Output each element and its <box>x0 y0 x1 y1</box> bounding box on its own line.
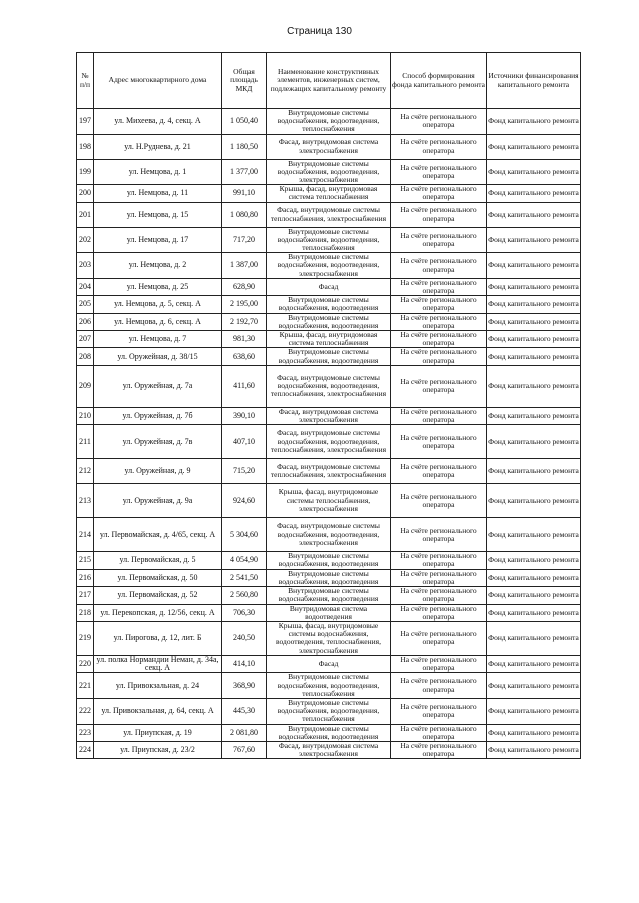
row-works: Внутридомовые системы водоснабжения, водоотведения <box>267 587 391 604</box>
row-num: 218 <box>77 604 94 621</box>
row-works: Внутридомовые системы водоснабжения, водоотведения <box>267 348 391 365</box>
row-address: ул. Пирогова, д. 12, лит. Б <box>94 621 222 655</box>
row-works: Внутридомовые системы водоснабжения, водоотведения, теплоснабжения <box>267 109 391 135</box>
row-source: Фонд капитального ремонта <box>487 484 581 518</box>
row-address: ул. Немцова, д. 1 <box>94 159 222 185</box>
header-works: Наименование конструктивных элементов, инженерных систем, подлежащих капитальному ремонту <box>267 53 391 109</box>
row-address: ул. Оружейная, д. 7б <box>94 407 222 424</box>
row-works: Фасад, внутридомовые системы водоснабжения, водоотведения, теплоснабжения, электроснабжения <box>267 425 391 459</box>
row-method: На счёте регионального оператора <box>391 313 487 330</box>
row-source: Фонд капитального ремонта <box>487 227 581 253</box>
table-row <box>77 159 581 185</box>
row-area: 981,30 <box>222 331 267 348</box>
table-row <box>77 185 581 202</box>
row-works: Внутридомовые системы водоснабжения, водоотведения, теплоснабжения <box>267 698 391 724</box>
repair-program-table <box>76 52 581 759</box>
table-row <box>77 459 581 484</box>
row-source: Фонд капитального ремонта <box>487 348 581 365</box>
row-area: 407,10 <box>222 425 267 459</box>
table-row <box>77 134 581 159</box>
row-num: 207 <box>77 331 94 348</box>
row-address: ул. Михеева, д. 4, секц. А <box>94 109 222 135</box>
row-method: На счёте регионального оператора <box>391 569 487 586</box>
row-source: Фонд капитального ремонта <box>487 587 581 604</box>
row-method: На счёте регионального оператора <box>391 425 487 459</box>
header-method: Способ формирования фонда капитального ремонта <box>391 53 487 109</box>
row-source: Фонд капитального ремонта <box>487 313 581 330</box>
row-method: На счёте регионального оператора <box>391 253 487 279</box>
row-address: ул. Немцова, д. 7 <box>94 331 222 348</box>
table-header-row <box>77 53 581 109</box>
row-works: Крыша, фасад, внутридомовая система теплоснабжения <box>267 185 391 202</box>
row-method: На счёте регионального оператора <box>391 296 487 313</box>
row-works: Фасад <box>267 278 391 295</box>
row-method: На счёте регионального оператора <box>391 552 487 569</box>
row-source: Фонд капитального ремонта <box>487 159 581 185</box>
table-row <box>77 202 581 227</box>
row-area: 2 081,80 <box>222 724 267 741</box>
row-address: ул. Немцова, д. 25 <box>94 278 222 295</box>
row-source: Фонд капитального ремонта <box>487 296 581 313</box>
row-method: На счёте регионального оператора <box>391 227 487 253</box>
row-source: Фонд капитального ремонта <box>487 569 581 586</box>
row-area: 1 387,00 <box>222 253 267 279</box>
table-row <box>77 518 581 552</box>
row-works: Фасад <box>267 655 391 672</box>
row-method: На счёте регионального оператора <box>391 134 487 159</box>
row-area: 4 054,90 <box>222 552 267 569</box>
row-address: ул. Приупская, д. 23/2 <box>94 741 222 758</box>
row-area: 638,60 <box>222 348 267 365</box>
row-num: 200 <box>77 185 94 202</box>
row-method: На счёте регионального оператора <box>391 724 487 741</box>
row-works: Крыша, фасад, внутридомовые системы теплоснабжения, электроснабжения <box>267 484 391 518</box>
row-address: ул. Оружейная, д. 7а <box>94 365 222 407</box>
row-num: 211 <box>77 425 94 459</box>
row-area: 445,30 <box>222 698 267 724</box>
row-source: Фонд капитального ремонта <box>487 109 581 135</box>
row-area: 1 180,50 <box>222 134 267 159</box>
row-area: 991,10 <box>222 185 267 202</box>
row-num: 209 <box>77 365 94 407</box>
row-num: 214 <box>77 518 94 552</box>
table-row <box>77 587 581 604</box>
row-source: Фонд капитального ремонта <box>487 621 581 655</box>
row-works: Внутридомовые системы водоснабжения, водоотведения <box>267 313 391 330</box>
row-num: 221 <box>77 673 94 699</box>
row-method: На счёте регионального оператора <box>391 185 487 202</box>
row-source: Фонд капитального ремонта <box>487 604 581 621</box>
row-method: На счёте регионального оператора <box>391 621 487 655</box>
row-area: 2 560,80 <box>222 587 267 604</box>
row-area: 368,90 <box>222 673 267 699</box>
table-row <box>77 655 581 672</box>
row-num: 208 <box>77 348 94 365</box>
row-works: Фасад, внутридомовая система электроснабжения <box>267 407 391 424</box>
table-row <box>77 673 581 699</box>
row-source: Фонд капитального ремонта <box>487 552 581 569</box>
table-row <box>77 698 581 724</box>
header-source: Источники финансирования капитального ремонта <box>487 53 581 109</box>
row-address: ул. Оружейная, д. 7в <box>94 425 222 459</box>
row-source: Фонд капитального ремонта <box>487 407 581 424</box>
row-num: 220 <box>77 655 94 672</box>
row-source: Фонд капитального ремонта <box>487 459 581 484</box>
row-source: Фонд капитального ремонта <box>487 698 581 724</box>
header-address: Адрес многоквартирного дома <box>94 53 222 109</box>
row-works: Внутридомовая система водоотведения <box>267 604 391 621</box>
row-area: 1 377,00 <box>222 159 267 185</box>
page-title: Страница 130 <box>287 26 352 37</box>
row-num: 212 <box>77 459 94 484</box>
row-works: Фасад, внутридомовые системы водоснабжения, водоотведения, электроснабжения <box>267 518 391 552</box>
row-area: 5 304,60 <box>222 518 267 552</box>
row-source: Фонд капитального ремонта <box>487 724 581 741</box>
row-num: 224 <box>77 741 94 758</box>
row-works: Внутридомовые системы водоснабжения, водоотведения, теплоснабжения <box>267 673 391 699</box>
row-source: Фонд капитального ремонта <box>487 741 581 758</box>
row-works: Внутридомовые системы водоснабжения, водоотведения, электроснабжения <box>267 253 391 279</box>
row-area: 411,60 <box>222 365 267 407</box>
row-address: ул. Немцова, д. 2 <box>94 253 222 279</box>
row-num: 197 <box>77 109 94 135</box>
row-source: Фонд капитального ремонта <box>487 655 581 672</box>
row-address: ул. Немцова, д. 17 <box>94 227 222 253</box>
row-address: ул. Немцова, д. 5, секц. А <box>94 296 222 313</box>
row-num: 202 <box>77 227 94 253</box>
row-method: На счёте регионального оператора <box>391 348 487 365</box>
row-address: ул. Н.Руднева, д. 21 <box>94 134 222 159</box>
row-method: На счёте регионального оператора <box>391 109 487 135</box>
table-row <box>77 484 581 518</box>
table-row <box>77 348 581 365</box>
row-num: 201 <box>77 202 94 227</box>
row-method: На счёте регионального оператора <box>391 484 487 518</box>
row-method: На счёте регионального оператора <box>391 365 487 407</box>
row-works: Внутридомовые системы водоснабжения, водоотведения <box>267 296 391 313</box>
row-area: 1 080,80 <box>222 202 267 227</box>
row-address: ул. Немцова, д. 15 <box>94 202 222 227</box>
row-works: Внутридомовые системы водоснабжения, водоотведения <box>267 724 391 741</box>
row-area: 2 192,70 <box>222 313 267 330</box>
row-area: 924,60 <box>222 484 267 518</box>
row-method: На счёте регионального оператора <box>391 518 487 552</box>
row-area: 767,60 <box>222 741 267 758</box>
row-num: 199 <box>77 159 94 185</box>
row-address: ул. Первомайская, д. 4/65, секц. А <box>94 518 222 552</box>
row-area: 717,20 <box>222 227 267 253</box>
row-num: 210 <box>77 407 94 424</box>
row-address: ул. полка Нормандии Неман, д. 34а, секц. А <box>94 655 222 672</box>
table-row <box>77 278 581 295</box>
row-area: 240,50 <box>222 621 267 655</box>
table-row <box>77 331 581 348</box>
row-area: 715,20 <box>222 459 267 484</box>
table-row <box>77 109 581 135</box>
row-num: 206 <box>77 313 94 330</box>
row-method: На счёте регионального оператора <box>391 587 487 604</box>
row-num: 219 <box>77 621 94 655</box>
row-num: 204 <box>77 278 94 295</box>
row-area: 390,10 <box>222 407 267 424</box>
row-num: 223 <box>77 724 94 741</box>
row-method: На счёте регионального оператора <box>391 202 487 227</box>
table-row <box>77 741 581 758</box>
row-works: Фасад, внутридомовые системы теплоснабжения, электроснабжения <box>267 459 391 484</box>
row-address: ул. Перекопская, д. 12/56, секц. А <box>94 604 222 621</box>
row-source: Фонд капитального ремонта <box>487 331 581 348</box>
row-address: ул. Первомайская, д. 52 <box>94 587 222 604</box>
row-method: На счёте регионального оператора <box>391 407 487 424</box>
row-works: Внутридомовые системы водоснабжения, водоотведения, теплоснабжения <box>267 227 391 253</box>
row-works: Крыша, фасад, внутридомовые системы водоснабжения, водоотведения, теплоснабжения, электроснабжения <box>267 621 391 655</box>
row-area: 1 050,40 <box>222 109 267 135</box>
row-num: 203 <box>77 253 94 279</box>
row-num: 198 <box>77 134 94 159</box>
row-address: ул. Оружейная, д. 9а <box>94 484 222 518</box>
row-method: На счёте регионального оператора <box>391 459 487 484</box>
row-address: ул. Оружейная, д. 38/15 <box>94 348 222 365</box>
table-row <box>77 552 581 569</box>
table-row <box>77 604 581 621</box>
row-source: Фонд капитального ремонта <box>487 365 581 407</box>
row-address: ул. Немцова, д. 11 <box>94 185 222 202</box>
header-num: № п/п <box>77 53 94 109</box>
table-row <box>77 313 581 330</box>
row-address: ул. Привокзальная, д. 64, секц. А <box>94 698 222 724</box>
row-method: На счёте регионального оператора <box>391 673 487 699</box>
row-works: Фасад, внутридомовые системы водоснабжения, водоотведения, теплоснабжения, электроснабжения <box>267 365 391 407</box>
row-works: Крыша, фасад, внутридомовая система теплоснабжения <box>267 331 391 348</box>
row-area: 706,30 <box>222 604 267 621</box>
table-row <box>77 569 581 586</box>
row-num: 213 <box>77 484 94 518</box>
table-row <box>77 227 581 253</box>
row-source: Фонд капитального ремонта <box>487 425 581 459</box>
row-method: На счёте регионального оператора <box>391 698 487 724</box>
table-row <box>77 296 581 313</box>
row-works: Фасад, внутридомовые системы теплоснабжения, электроснабжения <box>267 202 391 227</box>
row-method: На счёте регионального оператора <box>391 159 487 185</box>
row-method: На счёте регионального оператора <box>391 604 487 621</box>
row-method: На счёте регионального оператора <box>391 331 487 348</box>
row-source: Фонд капитального ремонта <box>487 673 581 699</box>
row-area: 414,10 <box>222 655 267 672</box>
row-num: 222 <box>77 698 94 724</box>
row-works: Внутридомовые системы водоснабжения, водоотведения <box>267 552 391 569</box>
table-row <box>77 621 581 655</box>
row-address: ул. Оружейная, д. 9 <box>94 459 222 484</box>
row-works: Внутридомовые системы водоснабжения, водоотведения, электроснабжения <box>267 159 391 185</box>
table-row <box>77 407 581 424</box>
row-num: 217 <box>77 587 94 604</box>
table-row <box>77 724 581 741</box>
row-address: ул. Первомайская, д. 5 <box>94 552 222 569</box>
row-area: 2 541,50 <box>222 569 267 586</box>
row-num: 215 <box>77 552 94 569</box>
row-address: ул. Привокзальная, д. 24 <box>94 673 222 699</box>
row-source: Фонд капитального ремонта <box>487 202 581 227</box>
table-row <box>77 253 581 279</box>
row-source: Фонд капитального ремонта <box>487 185 581 202</box>
row-num: 205 <box>77 296 94 313</box>
row-address: ул. Немцова, д. 6, секц. А <box>94 313 222 330</box>
row-source: Фонд капитального ремонта <box>487 278 581 295</box>
row-method: На счёте регионального оператора <box>391 741 487 758</box>
row-source: Фонд капитального ремонта <box>487 518 581 552</box>
row-num: 216 <box>77 569 94 586</box>
row-area: 2 195,00 <box>222 296 267 313</box>
row-area: 628,90 <box>222 278 267 295</box>
row-works: Фасад, внутридомовая система электроснабжения <box>267 134 391 159</box>
header-area: Общая площадь МКД <box>222 53 267 109</box>
row-method: На счёте регионального оператора <box>391 278 487 295</box>
row-source: Фонд капитального ремонта <box>487 253 581 279</box>
row-method: На счёте регионального оператора <box>391 655 487 672</box>
row-works: Фасад, внутридомовая система электроснабжения <box>267 741 391 758</box>
table-row <box>77 365 581 407</box>
row-source: Фонд капитального ремонта <box>487 134 581 159</box>
row-works: Внутридомовые системы водоснабжения, водоотведения <box>267 569 391 586</box>
row-address: ул. Первомайская, д. 50 <box>94 569 222 586</box>
row-address: ул. Приупская, д. 19 <box>94 724 222 741</box>
table-row <box>77 425 581 459</box>
